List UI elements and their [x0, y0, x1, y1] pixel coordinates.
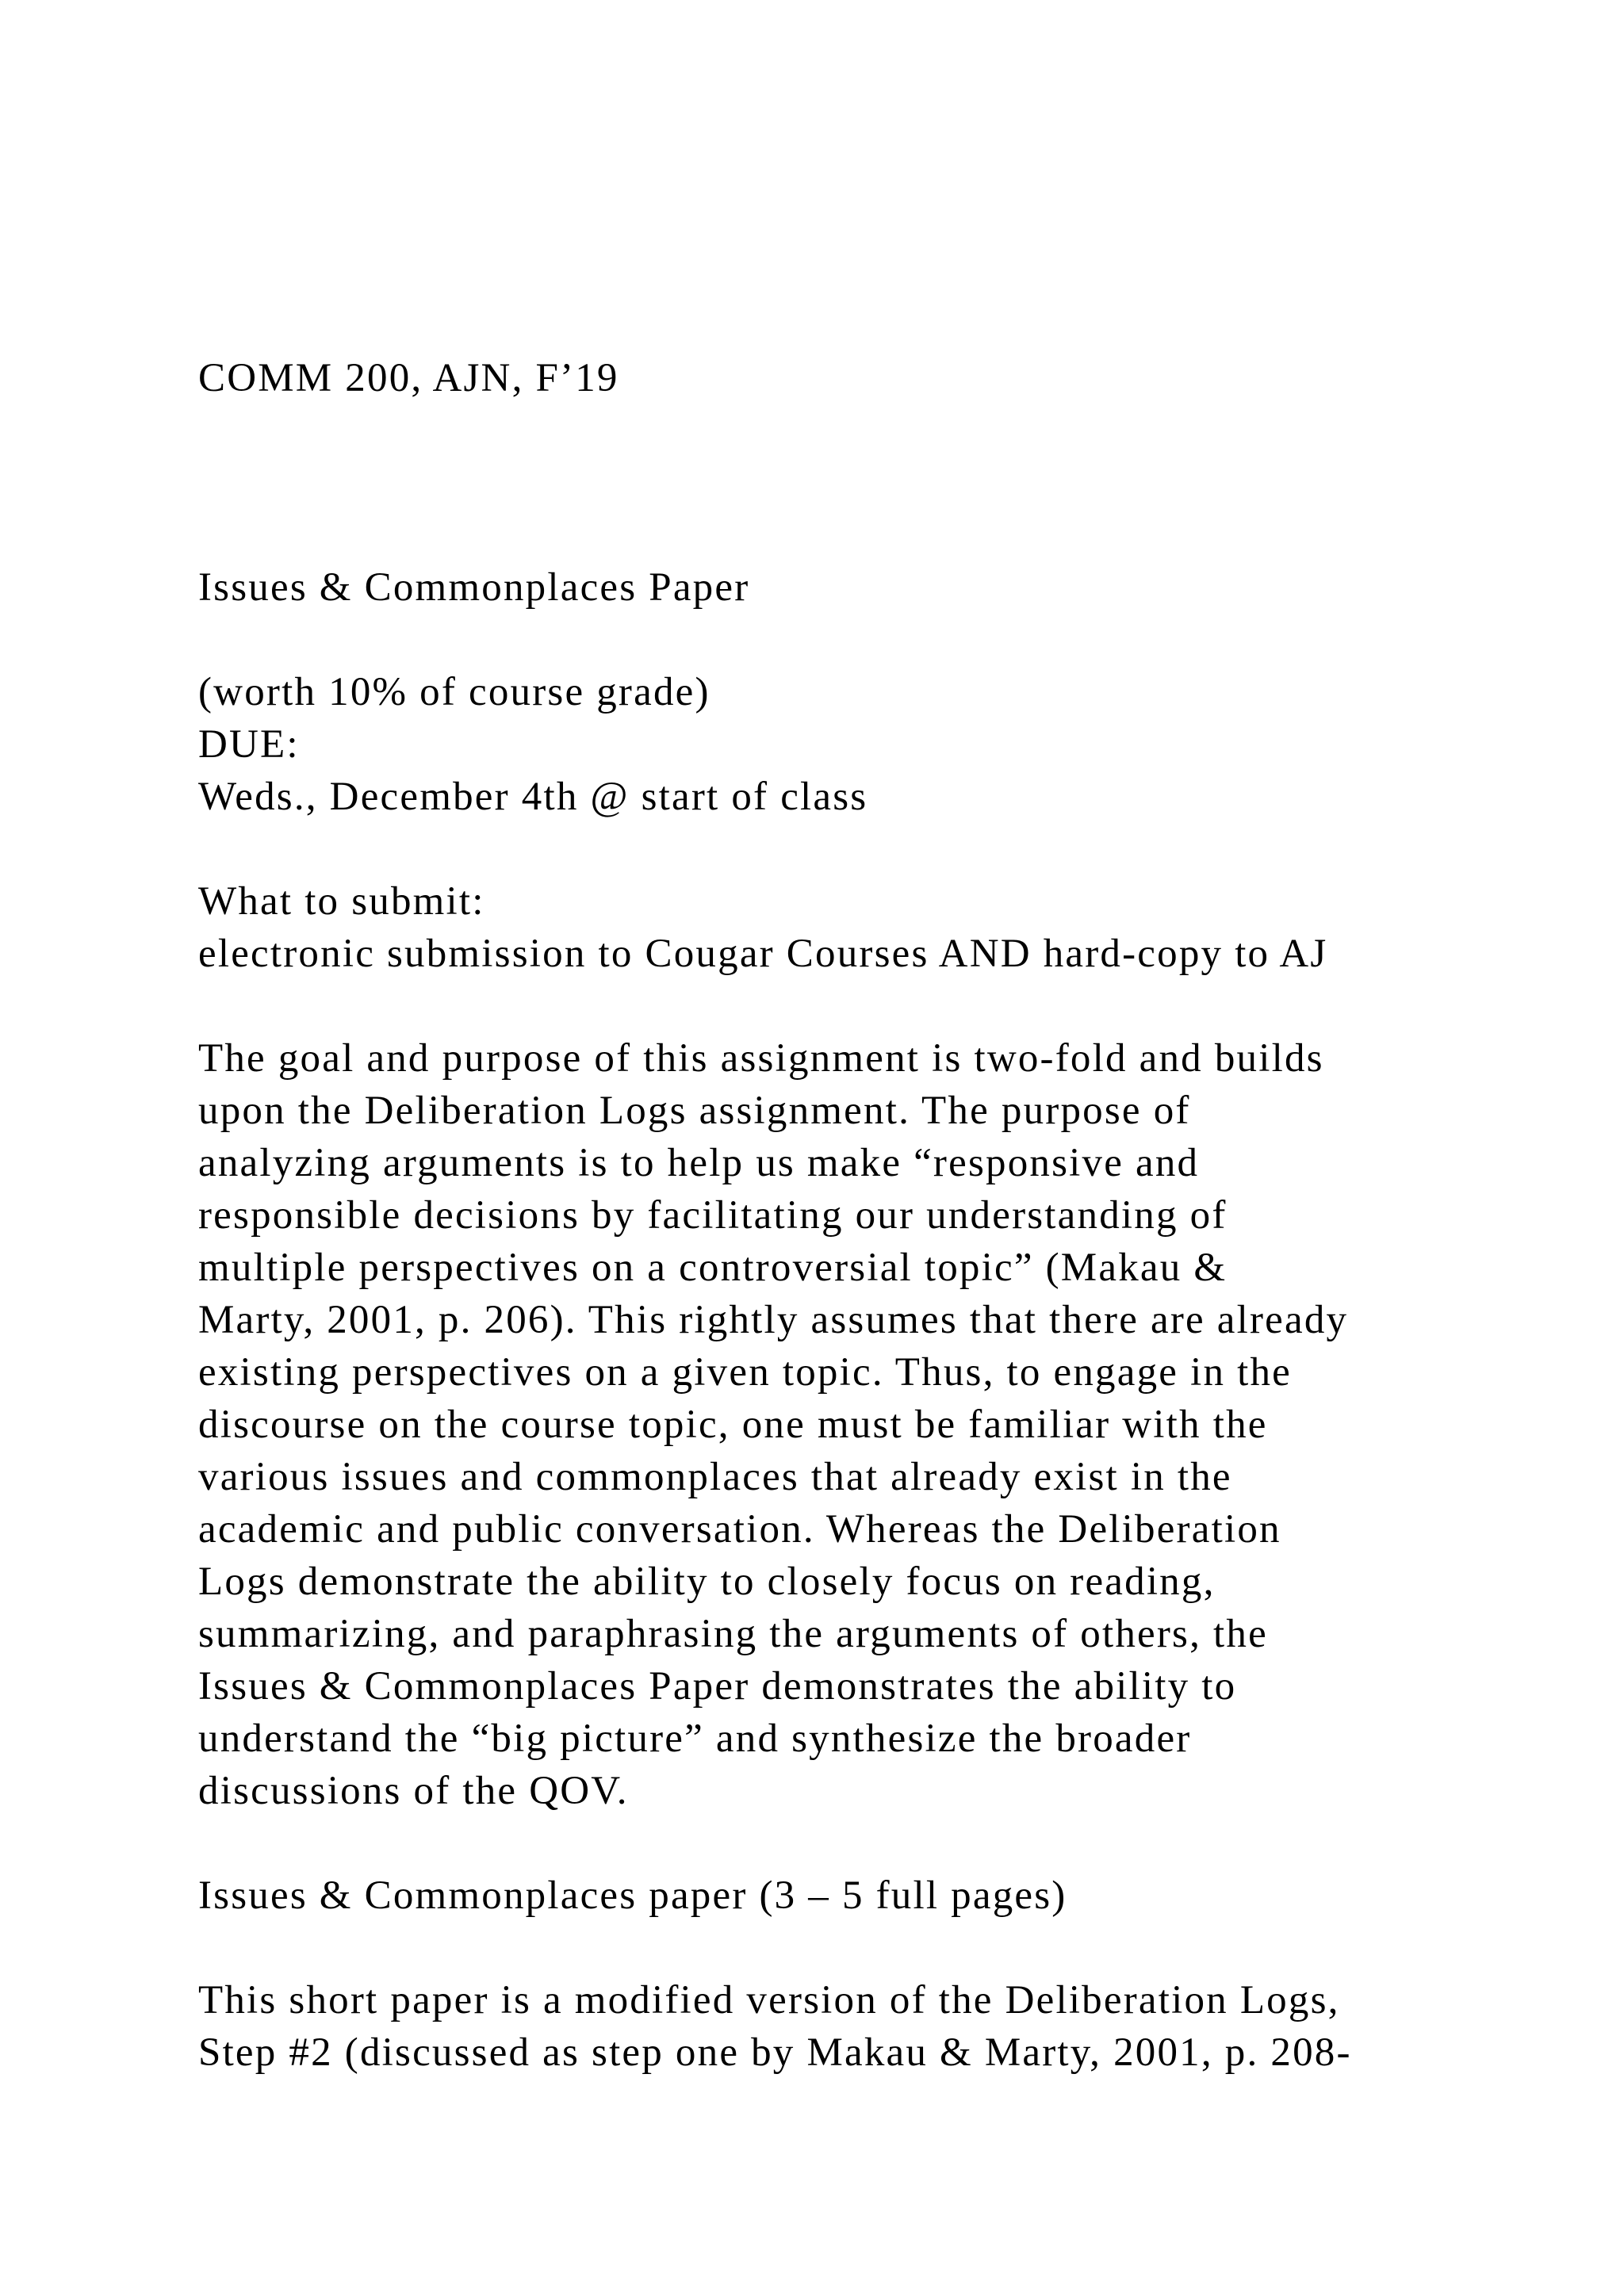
paragraph-line: This short paper is a modified version of the Deliberation Logs,	[198, 1978, 1340, 2022]
section-heading: Issues & Commonplaces paper (3 – 5 full pages)	[198, 1873, 1067, 1918]
spacer	[198, 614, 1507, 666]
paragraph-line: discourse on the course topic, one must be familiar with the	[198, 1402, 1268, 1447]
due-date: Weds., December 4th @ start of class	[198, 775, 868, 819]
paragraph-line: existing perspectives on a given topic. Thus, to engage in the	[198, 1350, 1293, 1395]
paragraph-line: academic and public conversation. Whereas the Deliberation	[198, 1507, 1281, 1552]
paragraph-line: Marty, 2001, p. 206). This rightly assumes that there are already	[198, 1298, 1349, 1342]
paragraph-line: analyzing arguments is to help us make “responsive and	[198, 1141, 1200, 1185]
spacer	[198, 1922, 1507, 1974]
spacer	[198, 404, 1507, 561]
document-body	[198, 352, 1507, 2079]
spacer	[198, 1817, 1507, 1869]
submit-label: What to submit:	[198, 879, 485, 924]
paragraph-line: upon the Deliberation Logs assignment. The purpose of	[198, 1089, 1191, 1133]
paragraph-line: responsible decisions by facilitating our understanding of	[198, 1193, 1228, 1238]
document-title: Issues & Commonplaces Paper	[198, 565, 750, 610]
paragraph-line: multiple perspectives on a controversial topic” (Makau &	[198, 1246, 1228, 1290]
submit-instructions: electronic submission to Cougar Courses AND hard-copy to AJ	[198, 932, 1328, 976]
closing-paragraph	[198, 1974, 1507, 2079]
spacer	[198, 823, 1507, 875]
paragraph-line: Step #2 (discussed as step one by Makau & Marty, 2001, p. 208-	[198, 2030, 1352, 2075]
course-header: COMM 200, AJN, F’19	[198, 356, 619, 400]
grade-weight: (worth 10% of course grade)	[198, 670, 710, 714]
paragraph-line: The goal and purpose of this assignment is two-fold and builds	[198, 1036, 1324, 1081]
intro-paragraph	[198, 1032, 1507, 1817]
paragraph-line: Logs demonstrate the ability to closely focus on reading,	[198, 1559, 1216, 1604]
due-label: DUE:	[198, 722, 300, 767]
paragraph-line: discussions of the QOV.	[198, 1769, 629, 1813]
spacer	[198, 980, 1507, 1032]
paragraph-line: understand the “big picture” and synthesize the broader	[198, 1716, 1192, 1761]
paragraph-line: various issues and commonplaces that already exist in the	[198, 1455, 1232, 1499]
paragraph-line: Issues & Commonplaces Paper demonstrates the ability to	[198, 1664, 1237, 1709]
paragraph-line: summarizing, and paraphrasing the arguments of others, the	[198, 1612, 1268, 1656]
